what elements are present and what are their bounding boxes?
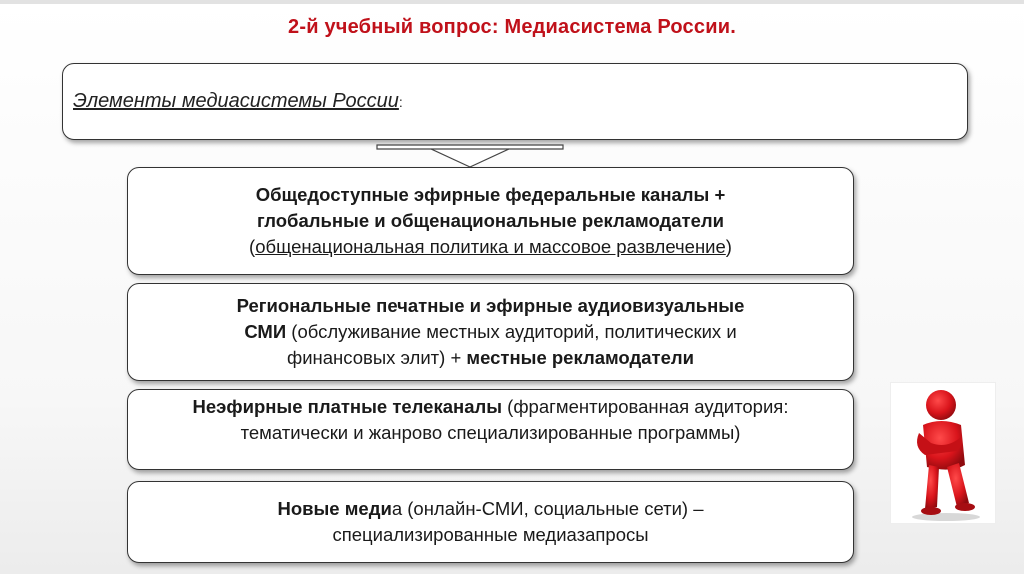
card-4-text — [277, 496, 703, 548]
card-3-rest: (фрагментированная аудитория: тематически и жанрово специализированные программы) — [240, 396, 789, 443]
figure-frame — [890, 382, 996, 524]
card-1-text — [249, 182, 732, 260]
header-text — [73, 90, 403, 113]
card-2-line2-rest: (обслуживание местных аудиторий, политических и — [286, 321, 737, 342]
card-4-bold: Новые меди — [277, 498, 392, 519]
card-1-line2: глобальные и общенациональные рекламодатели — [256, 210, 725, 231]
card-2-line1: Региональные печатные и эфирные аудиовизуальные — [236, 295, 745, 316]
card-2-line2-bold: СМИ — [244, 321, 287, 342]
card-1-line1: Общедоступные эфирные федеральные каналы + — [255, 184, 726, 205]
card-new-media — [127, 481, 854, 563]
header-box — [62, 63, 968, 140]
card-4-line2: специализированные медиазапросы — [332, 524, 649, 545]
card-4-rest: а (онлайн-СМИ, социальные сети) – — [391, 498, 704, 519]
red-person-figure — [891, 383, 995, 523]
card-regional-media — [127, 283, 854, 381]
slide-title: 2-й учебный вопрос: Медиасистема России. — [288, 16, 736, 38]
card-2-line3-start: финансовых элит) + — [286, 347, 467, 368]
header-colon: : — [398, 94, 403, 110]
down-arrow-icon — [375, 143, 565, 169]
card-3-bold: Неэфирные платные телеканалы — [192, 396, 503, 417]
card-paid-tv — [127, 389, 854, 470]
card-2-text — [237, 293, 745, 371]
card-1-paren-close: ) — [725, 236, 732, 257]
card-3-text — [146, 394, 835, 446]
top-rule — [0, 0, 1024, 4]
card-2-line3-bold: местные рекламодатели — [466, 347, 694, 368]
card-1-line3: общенациональная политика и массовое развлечение — [255, 236, 726, 257]
card-1-paren-open: ( — [249, 236, 256, 257]
card-federal-channels — [127, 167, 854, 275]
header-label: Элементы медиасистемы России — [73, 90, 399, 112]
